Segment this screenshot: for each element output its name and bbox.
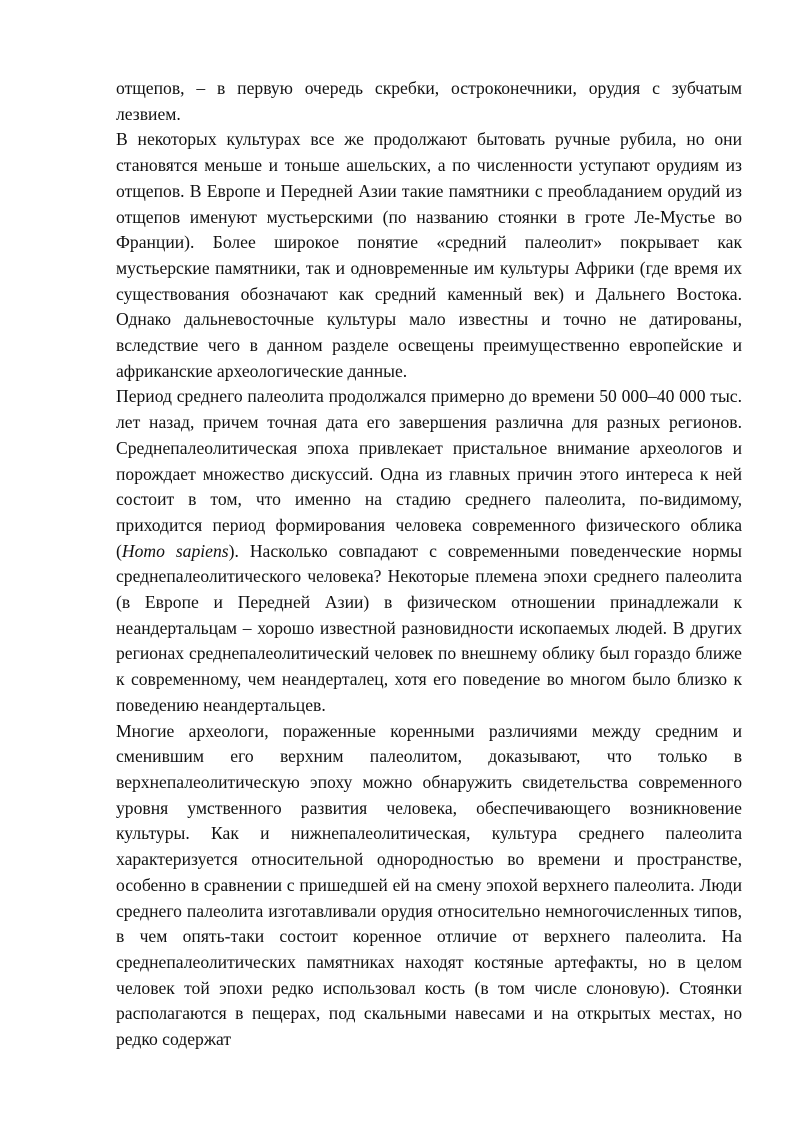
paragraph-text: В некоторых культурах все же продолжают бытовать ручные рубила, но они становятся меньше и тоньше ашельских, а по численности уступают орудиям из отщепов. В Европе и Передней Азии такие памятники с преобладанием орудий из отщепов именуют мустьерскими (по названию стоянки в гроте Ле-Мустье во Франции). Более широкое понятие «средний палеолит» покрывает как мустьерские памятники, так и одновременные им культуры Африки (где время их существования обозначают как средний каменный век) и Дальнего Востока. Однако дальневосточные культуры мало известны и точно не датированы, вследствие чего в данном разделе освещены преимущественно европейские и африканские археологические данные. bbox=[116, 129, 742, 381]
paragraph-text: ). Насколько совпадают с современными поведенческие нормы среднепалеолитического человека? Некоторые племена эпохи среднего палеолита (в Европе и Передней Азии) в физическом отношении принадлежали к неандертальцам – хорошо известной разновидности ископаемых людей. В других регионах среднепалеолитический человек по внешнему облику был гораздо ближе к современному, чем неандерталец, хотя его поведение во многом было близко к поведению неандертальцев. bbox=[116, 540, 742, 715]
paragraph-middle-paleolithic-period bbox=[116, 384, 742, 718]
species-name-italic: Homo sapiens bbox=[121, 540, 229, 561]
document-page bbox=[116, 76, 742, 1053]
paragraph-text: Период среднего палеолита продолжался примерно до времени 50 000–40 000 тыс. лет назад, причем точная дата его завершения различна для разных регионов. Среднепалеолитическая эпоха привлекает пристальное внимание археологов и порождает множество дискуссий. Одна из главных причин этого интереса к ней состоит в том, что именно на стадию среднего палеолита, по-видимому, приходится период формирования человека современного физического облика ( bbox=[116, 386, 742, 561]
paragraph-text: Многие археологи, пораженные коренными различиями между средним и сменившим его верхним палеолитом, доказывают, что только в верхнепалеолитическую эпоху можно обнаружить свидетельства современного уровня умственного развития человека, обеспечивающего возникновение культуры. Как и нижнепалеолитическая, культура среднего палеолита характеризуется относительной однородностью во времени и пространстве, особенно в сравнении с пришедшей ей на смену эпохой верхнего палеолита. Люди среднего палеолита изготавливали орудия относительно немногочисленных типов, в чем опять-таки состоит коренное отличие от верхнего палеолита. На среднепалеолитических памятниках находят костяные артефакты, но в целом человек той эпохи редко использовал кость (в том числе слоновую). Стоянки располагаются в пещерах, под скальными навесами и на открытых местах, но редко содержат bbox=[116, 720, 742, 1050]
paragraph-continuation bbox=[116, 76, 742, 127]
paragraph-mousterian bbox=[116, 127, 742, 384]
paragraph-text: отщепов, – в первую очередь скребки, остроконечники, орудия с зубчатым лезвием. bbox=[116, 78, 742, 124]
paragraph-archaeologists bbox=[116, 719, 742, 1053]
